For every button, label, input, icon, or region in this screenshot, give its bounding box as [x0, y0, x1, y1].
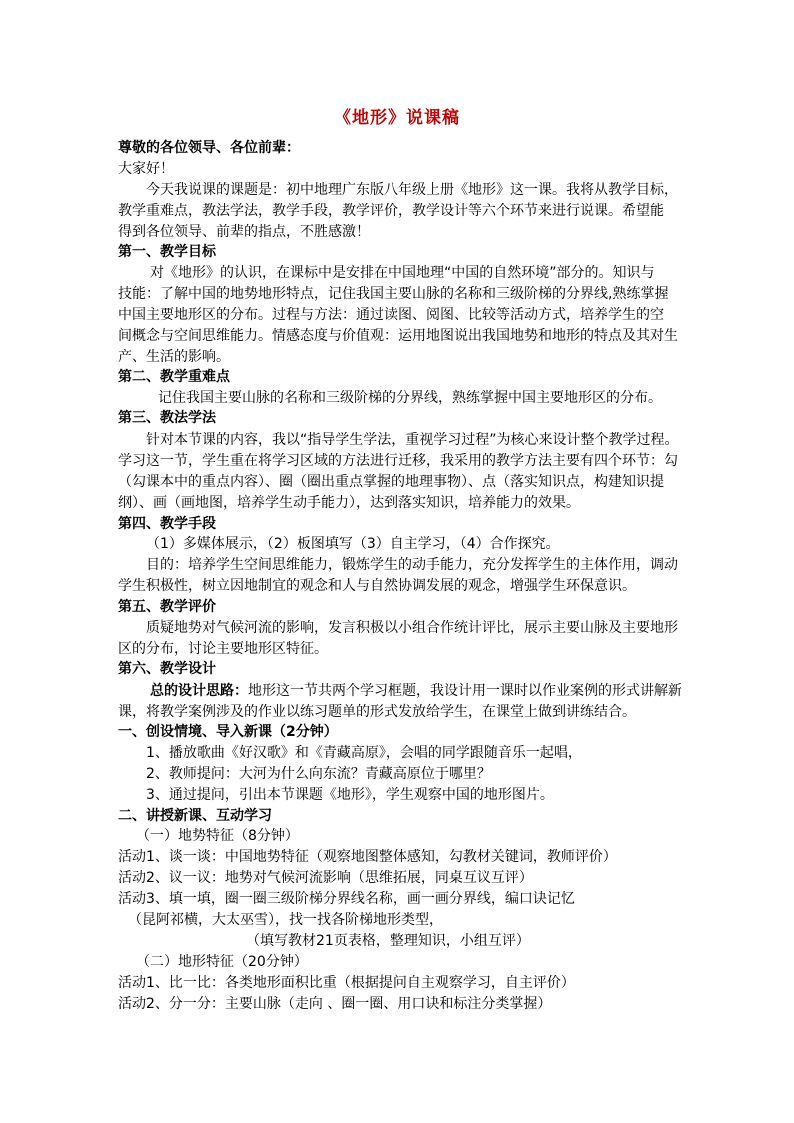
paragraph-line: （1）多媒体展示，（2）板图填写（3）自主学习，（4）合作探究。: [146, 536, 560, 552]
paragraph-line: （勾课本中的重点内容）、圈（圈出重点掌握的地理事物）、点（落实知识点，构建知识提: [118, 474, 664, 490]
greeting: 大家好！: [118, 161, 174, 177]
paragraph-line: 质疑地势对气候河流的影响，发言积极以小组合作统计评比，展示主要山脉及主要地形: [146, 620, 678, 636]
design-idea-label: 总的设计思路：: [150, 683, 248, 699]
list-item: 1、播放歌曲《好汉歌》和《青藏高原》，会唱的同学跟随音乐一起唱，: [146, 745, 582, 761]
subsection-heading: 一、创设情境、导入新课（2分钟）: [118, 724, 338, 740]
activity-line: 活动1、谈一谈：中国地势特征（观察地图整体感知，勾教材关键词，教师评价）: [118, 849, 617, 865]
intro-paragraph-line: 今天我说课的课题是：初中地理广东版八年级上册《地形》这一课。我将从教学目标，: [146, 182, 678, 198]
section-heading: 第五、教学评价: [118, 599, 216, 615]
paragraph-line: 学习这一节，学生重在将学习区域的方法进行迁移，我采用的教学方法主要有四个环节：勾: [118, 453, 678, 469]
paragraph-line: 学生积极性，树立因地制宜的观念和人与自然协调发展的观念，增强学生环保意识。: [118, 578, 636, 594]
subsubsection-heading: （二）地形特征（20分钟）: [136, 954, 308, 970]
activity-line: 活动3、填一填，圈一圈三级阶梯分界线名称，画一画分界线，编口诀记忆: [118, 891, 575, 907]
activity-line: 活动1、比一比：各类地形面积比重（根据提问自主观察学习，自主评价）: [118, 975, 575, 991]
paragraph-line: 课，将教学案例涉及的作业以练习题单的形式发放给学生，在课堂上做到讲练结合。: [118, 704, 636, 720]
salutation: 尊敬的各位领导、各位前辈：: [118, 140, 300, 156]
intro-paragraph-line: 得到各位领导、前辈的指点，不胜感激！: [118, 224, 370, 240]
section-heading: 第三、教法学法: [118, 410, 216, 426]
subsection-heading: 二、讲授新课、互动学习: [118, 808, 272, 824]
paragraph-line: [150, 681, 718, 702]
paragraph-line: 针对本节课的内容，我以“指导学生学法，重视学习过程”为核心来设计整个教学过程。: [146, 432, 679, 448]
section-heading: 第四、教学手段: [118, 516, 216, 532]
list-item: 2、教师提问：大河为什么向东流？青藏高原位于哪里？: [146, 766, 491, 782]
activity-line: 活动2、议一议：地势对气候河流影响（思维拓展，同桌互议互评）: [118, 870, 533, 886]
section-heading: 第六、教学设计: [118, 661, 216, 677]
list-item: 3、通过提问，引出本节课题《地形》，学生观察中国的地形图片。: [146, 787, 554, 803]
page-title: 《地形》说课稿: [334, 108, 460, 128]
design-idea-text: 地形这一节共两个学习框题，我设计用一课时以作业案例的形式讲解新: [248, 683, 682, 699]
activity-line: 活动2、分一分：主要山脉（走向 、圈一圈、用口诀和标注分类掌握）: [118, 996, 552, 1012]
section-heading: 第一、教学目标: [118, 244, 216, 260]
activity-line: （填写教材21页表格，整理知识，小组互评）: [246, 933, 530, 949]
paragraph-line: 记住我国主要山脉的名称和三级阶梯的分界线，熟练掌握中国主要地形区的分布。: [158, 390, 662, 406]
paragraph-line: 纲）、画（画地图，培养学生动手能力），达到落实知识，培养能力的效果。: [118, 495, 580, 511]
subsubsection-heading: （一）地势特征（8分钟）: [136, 828, 299, 844]
paragraph-line: 目的：培养学生空间思维能力，锻炼学生的动手能力，充分发挥学生的主体作用，调动: [146, 557, 678, 573]
paragraph-line: 技能：了解中国的地势地形特点，记住我国主要山脉的名称和三级阶梯的分界线,熟练掌握: [118, 286, 669, 302]
paragraph-line: 区的分布，讨论主要地形区特征。: [118, 641, 328, 657]
paragraph-line: 间概念与空间思维能力。情感态度与价值观：运用地图说出我国地势和地形的特点及其对生: [118, 328, 678, 344]
paragraph-line: 中国主要地形区的分布。过程与方法：通过读图、阅图、比较等活动方式，培养学生的空: [118, 307, 664, 323]
paragraph-line: 产、生活的影响。: [118, 349, 230, 365]
paragraph-line: 对《地形》的认识，在课标中是安排在中国地理“中国的自然环境”部分的。知识与: [150, 265, 655, 281]
activity-line: （昆阿祁横，大太巫雪），找一找各阶梯地形类型，: [128, 912, 443, 928]
intro-paragraph-line: 教学重难点，教法学法，教学手段，教学评价，教学设计等六个环节来进行说课。希望能: [118, 203, 664, 219]
section-heading: 第二、教学重难点: [118, 369, 230, 385]
